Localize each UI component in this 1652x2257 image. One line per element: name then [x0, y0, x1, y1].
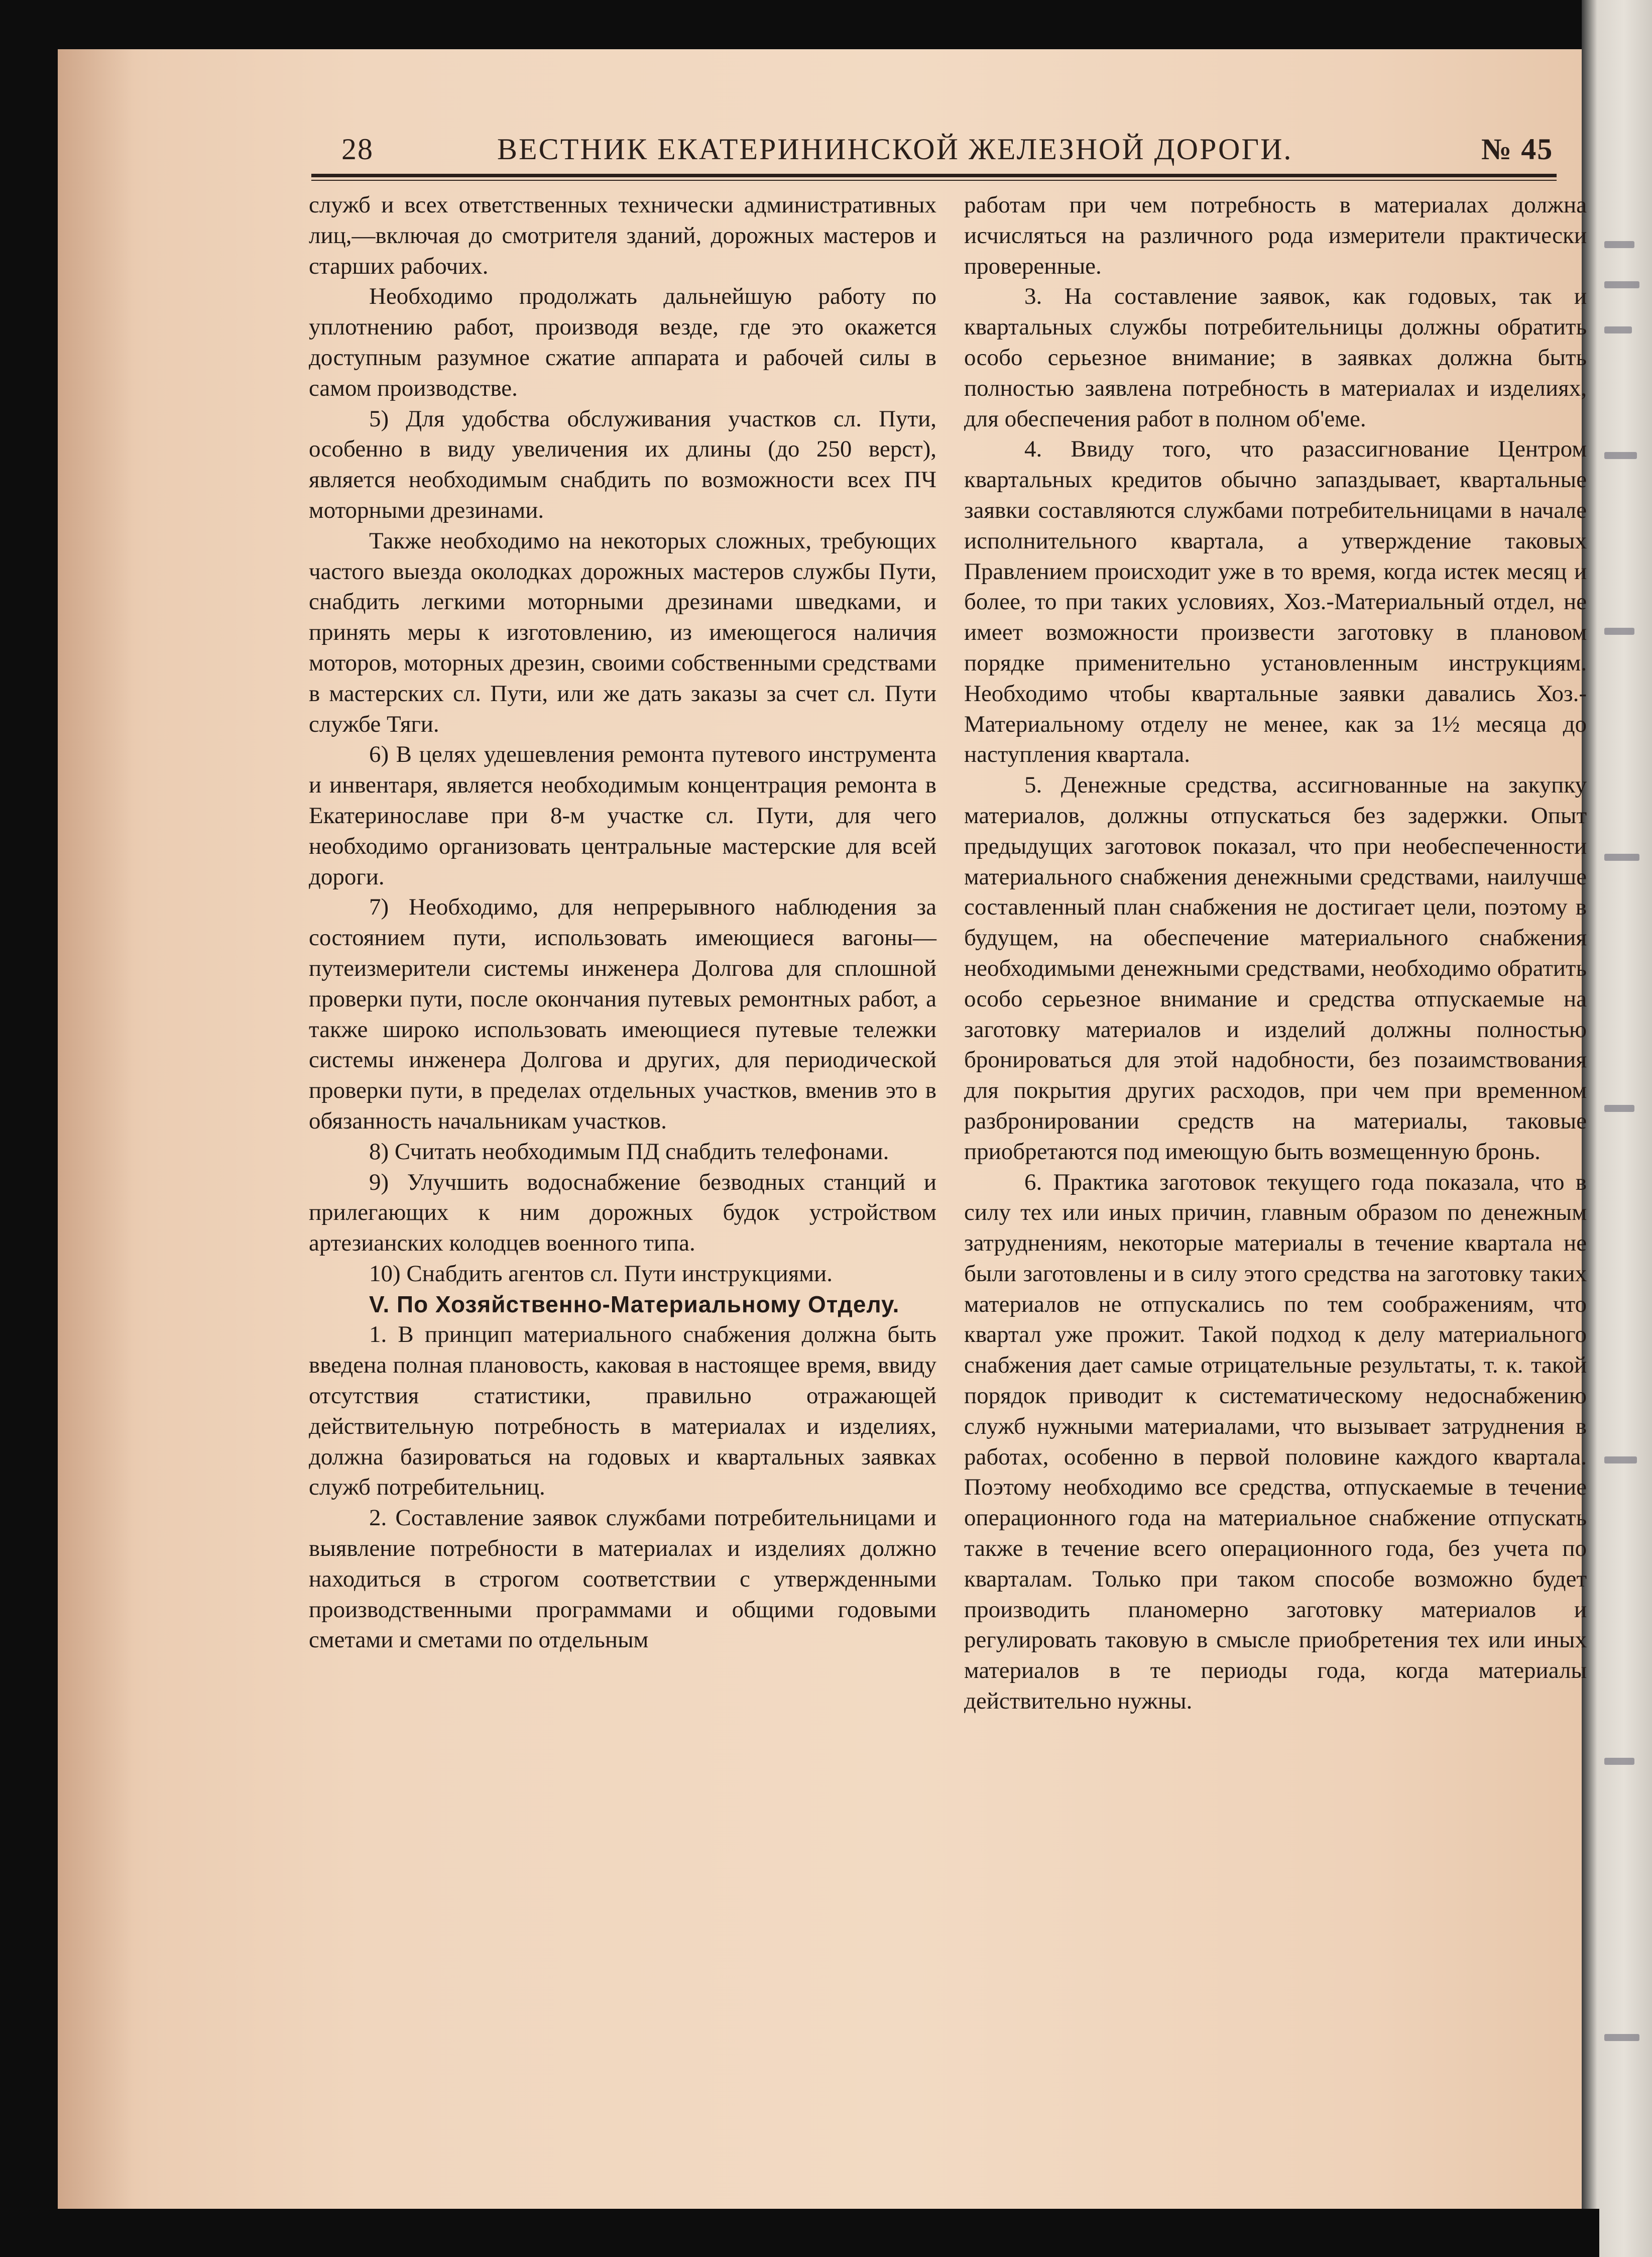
adjacent-page-text-fragment — [1604, 1456, 1637, 1463]
paragraph: 2. Составление заявок службами потребительницами и выявление потребности в материалах и изделиях должно находиться в строгом соответствии с утвержденными производственными программами и общими годовыми сметами и сметами по отдельным — [309, 1505, 936, 1653]
adjacent-page-text-fragment — [1604, 281, 1639, 288]
adjacent-page-text-fragment — [1604, 2034, 1639, 2041]
paragraph: Необходимо продолжать дальнейшую работу по уплотнению работ, производя везде, где это окажется доступным разумное сжатие аппарата и рабочей силы в самом производстве. — [309, 283, 936, 401]
adjacent-page-text-fragment — [1604, 1105, 1634, 1112]
paragraph: 6. Практика заготовок текущего года показала, что в силу тех или иных причин, главным образом по денежным затруднениям, некоторые материалы в течение квартала не были заготовлены и в силу этого средства на заготовку таких материалов не отпускались по тем соображениям, что квартал уже прожит. Такой подход к делу материального снабжения дает самые отрицательные результаты, т. к. такой порядок приводит к систематическому недоснабжению служб нужными материалами, что вызывает затруднения в работах, особенно в первой половине каждого квартала. Поэтому необходимо все средства, отпускаемые в течение операционного года на материальное снабжение отпускать также в течение всего операционного года, без учета по кварталам. Только при таком способе возможно будет производить планомерно заготовку материалов и регулировать таковую в смысле приобретения тех или иных материалов в те периоды года, когда материалы действительно нужны. — [964, 1169, 1587, 1715]
paragraph: 6) В целях удешевления ремонта путевого инструмента и инвентаря, является необходимым концентрация ремонта в Екатеринославе при 8-м участке сл. Пути, для чего необходимо организовать центральные мастерские для всей дороги. — [309, 741, 936, 890]
paragraph: 9) Улучшить водоснабжение безводных станций и прилегающих к ним дорожных будок устройством артезианских колодцев военного типа. — [309, 1169, 936, 1257]
scan-bottom-edge — [58, 2209, 1599, 2257]
paragraph: 3. На составление заявок, как годовых, так и квартальных службы потребительницы должны обратить особо серьезное внимание; в заявках должна быть полностью заявлена потребность в материалах и изделиях, для обеспечения работ в полном об'еме. — [964, 283, 1587, 432]
paragraph: 4. Ввиду того, что разассигнование Центром квартальных кредитов обычно запаздывает, квартальные заявки составляются службами потребительницами в начале исполнительного квартала, а утверждение таковых Правлением происходит уже в то время, когда истек месяц и более, то при таких условиях, Хоз.-Материальный отдел, не имеет возможности произвести заготовку в плановом порядке применительно установленным инструкциям. Необходимо чтобы квартальные заявки давались Хоз.-Материальному отделу не менее, как за 1½ месяца до наступления квартала. — [964, 436, 1587, 768]
adjacent-page-edge — [1582, 0, 1652, 2257]
header-rule — [311, 174, 1557, 177]
paragraph: служб и всех ответственных технически административных лиц,—включая до смотрителя зданий, дорожных мастеров и старших рабочих. — [309, 192, 936, 279]
page-number: 28 — [341, 133, 374, 166]
paragraph: 5) Для удобства обслуживания участков сл. Пути, особенно в виду увеличения их длины (до 250 верст), является необходимым снабдить по возможности всех ПЧ моторными дрезинами. — [309, 405, 936, 523]
paragraph: работам при чем потребность в материалах должна исчисляться на различного рода измерители практически проверенные. — [964, 192, 1587, 279]
adjacent-page-text-fragment — [1604, 854, 1639, 861]
paragraph: 5. Денежные средства, ассигнованные на закупку материалов, должны отпускаться без задержки. Опыт предыдущих заготовок показал, что при необеспеченности материального снабжения денежными средствами, наилучше составленный план снабжения не достигает цели, поэтому в будущем, на обеспечение материального снабжения необходимыми денежными средствами, необходимо обратить особо серьезное внимание и средства отпускаемые на заготовку материалов и изделий должны полностью бронироваться для этой надобности, без позаимствования для покрытия других расходов, при чем при временном разбронировании средств на материалы, таковые приобретаются под имеющую быть возмещенную бронь. — [964, 772, 1587, 1165]
paragraph: 1. В принцип материального снабжения должна быть введена полная плановость, каковая в настоящее время, ввиду отсутствия статистики, правильно отражающей действительную потребность в материалах и изделиях, должна базироваться на годовых и квартальных заявках служб потребительниц. — [309, 1321, 936, 1501]
section-heading: V. По Хозяйственно-Материальному Отделу. — [369, 1291, 900, 1317]
paragraph: 10) Снабдить агентов сл. Пути инструкциями. — [369, 1260, 833, 1287]
running-header — [311, 128, 1557, 168]
adjacent-page-text-fragment — [1604, 628, 1634, 635]
adjacent-page-text-fragment — [1604, 241, 1634, 248]
page-binding-shadow — [58, 49, 133, 2209]
paragraph: 7) Необходимо, для непрерывного наблюдения за состоянием пути, использовать имеющиеся вагоны—путеизмерители системы инженера Долгова для сплошной проверки пути, после окончания путевых ремонтных работ, а также широко использовать имеющиеся путевые тележки системы инженера Долгова и других, для периодической проверки пути, в пределах отдельных участков, вменив это в обязанность начальникам участков. — [309, 894, 936, 1134]
adjacent-page-text-fragment — [1604, 326, 1632, 333]
left-column — [309, 190, 936, 1655]
issue-number: № 45 — [1481, 133, 1554, 166]
paragraph: 8) Считать необходимым ПД снабдить телефонами. — [369, 1138, 889, 1165]
paragraph: Также необходимо на некоторых сложных, требующих частого выезда околодках дорожных мастеров службы Пути, снабдить легкими моторными дрезинами шведками, и принять меры к изготовлению, из имеющегося наличия моторов, моторных дрезин, своими собственными средствами в мастерских сл. Пути, или же дать заказы за счет сл. Пути службе Тяги. — [309, 527, 936, 737]
header-rule-thin — [311, 180, 1557, 181]
adjacent-page-text-fragment — [1604, 1758, 1634, 1765]
journal-title: ВЕСТНИК ЕКАТЕРИНИНСКОЙ ЖЕЛЕЗНОЙ ДОРОГИ. — [497, 133, 1293, 166]
right-column — [964, 190, 1587, 1717]
adjacent-page-text-fragment — [1604, 452, 1637, 459]
